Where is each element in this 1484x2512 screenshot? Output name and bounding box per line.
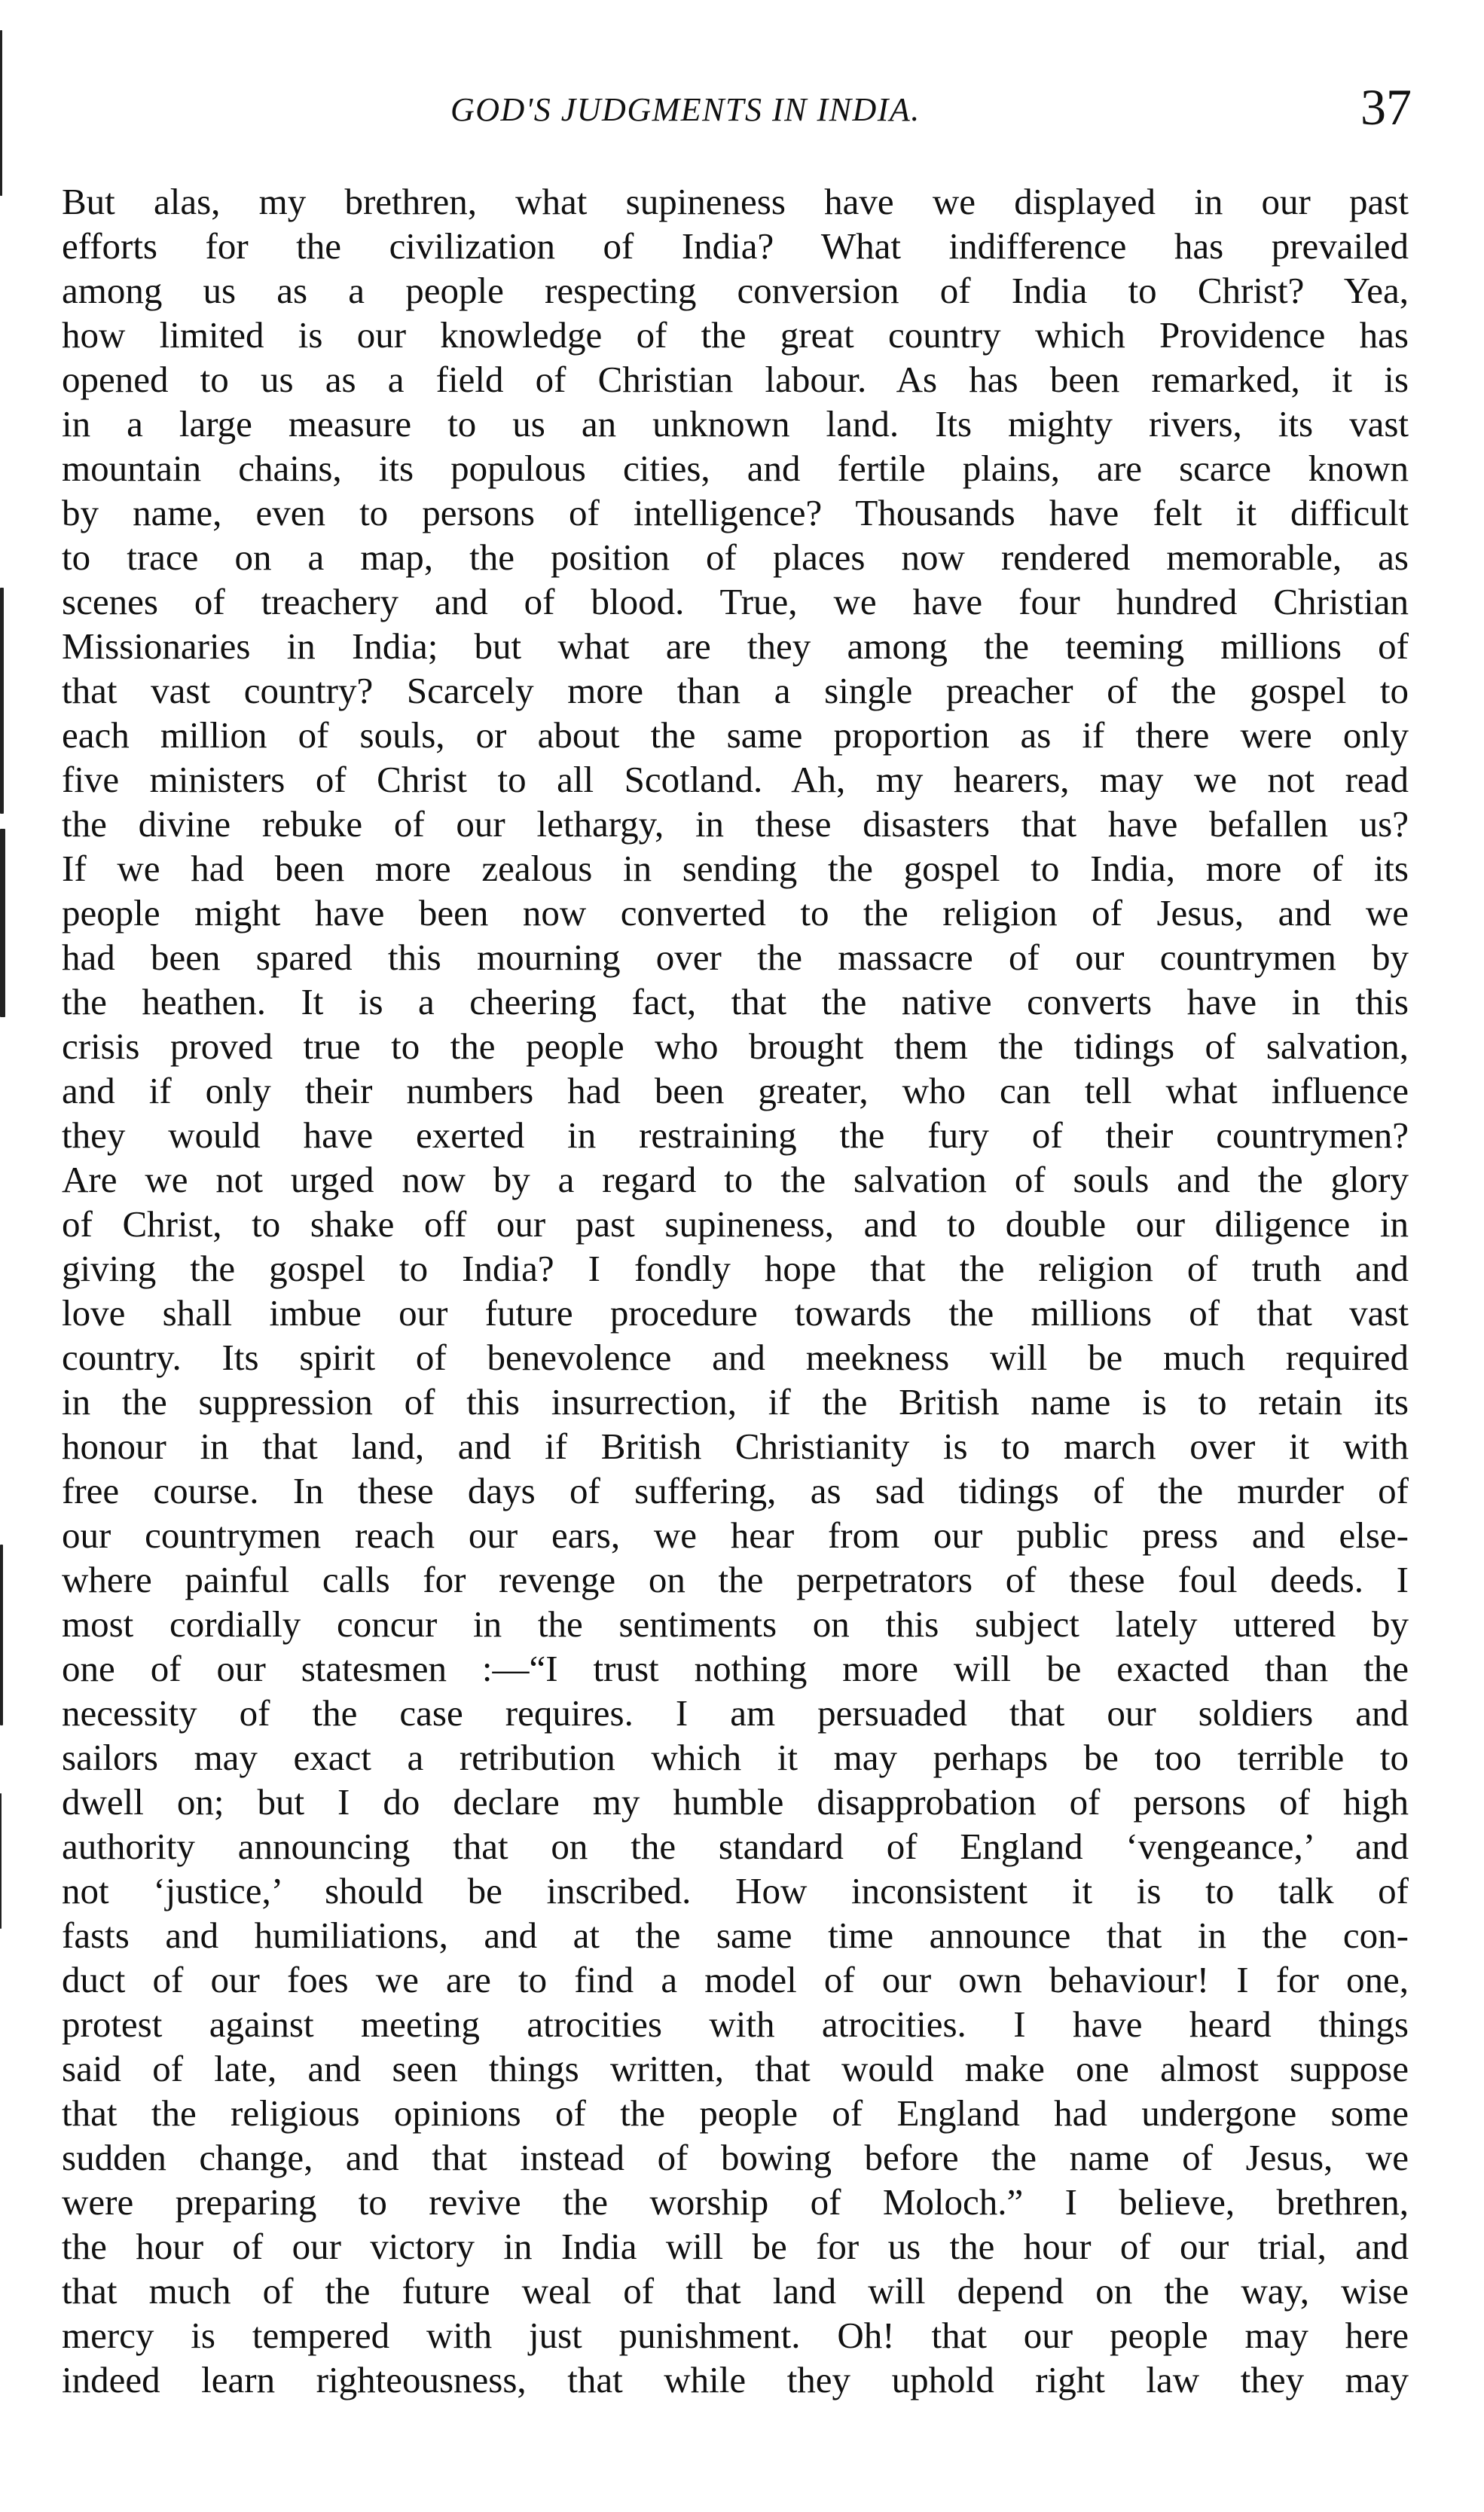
text-line: said of late, and seen things written, that would make one almost suppose <box>62 2048 1409 2089</box>
text-line: each million of souls, or about the same proportion as if there were only <box>62 714 1409 756</box>
text-line: mountain chains, its populous cities, and fertile plains, are scarce known <box>62 448 1409 489</box>
text-line: they would have exerted in restraining the fury of their countrymen? <box>62 1114 1409 1156</box>
text-line: that much of the future weal of that land will depend on the way, wise <box>62 2270 1409 2312</box>
text-line: If we had been more zealous in sending the gospel to India, more of its <box>62 848 1409 889</box>
binding-edge-mark <box>0 1545 3 1725</box>
text-line: people might have been now converted to the religion of Jesus, and we <box>62 892 1409 934</box>
text-line: dwell on; but I do declare my humble disapprobation of persons of high <box>62 1781 1409 1823</box>
text-line: necessity of the case requires. I am persuaded that our soldiers and <box>62 1692 1409 1734</box>
text-line: the divine rebuke of our lethargy, in these disasters that have befallen us? <box>62 803 1409 845</box>
text-line: where painful calls for revenge on the perpetrators of these foul deeds. I <box>62 1559 1409 1600</box>
text-line: Missionaries in India; but what are they among the teeming millions of <box>62 625 1409 667</box>
text-line: efforts for the civilization of India? What indifference has prevailed <box>62 225 1409 267</box>
text-line: fasts and humiliations, and at the same time announce that in the con- <box>62 1915 1409 1956</box>
text-line: in the suppression of this insurrection, if the British name is to retain its <box>62 1381 1409 1423</box>
binding-edge-mark <box>0 1793 2 1929</box>
text-line: sudden change, and that instead of bowing before the name of Jesus, we <box>62 2137 1409 2178</box>
text-line: that vast country? Scarcely more than a single preacher of the gospel to <box>62 670 1409 711</box>
text-line: indeed learn righteousness, that while they uphold right law they may <box>62 2359 1409 2400</box>
text-line: crisis proved true to the people who brought them the tidings of salvation, <box>62 1025 1409 1067</box>
text-line: duct of our foes we are to find a model of our own behaviour! I for one, <box>62 1959 1409 2000</box>
text-line: the hour of our victory in India will be for us the hour of our trial, and <box>62 2226 1409 2267</box>
text-line: of Christ, to shake off our past supineness, and to double our diligence in <box>62 1203 1409 1245</box>
text-line: five ministers of Christ to all Scotland. Ah, my hearers, may we not read <box>62 759 1409 800</box>
text-line: and if only their numbers had been greater, who can tell what influence <box>62 1070 1409 1111</box>
page-number: 37 <box>1360 78 1412 136</box>
binding-edge-mark <box>0 829 5 1017</box>
text-line: sailors may exact a retribution which it may perhaps be too terrible to <box>62 1737 1409 1778</box>
text-line: scenes of treachery and of blood. True, we have four hundred Christian <box>62 581 1409 622</box>
text-line: were preparing to revive the worship of Moloch.” I believe, brethren, <box>62 2181 1409 2223</box>
text-line: the heathen. It is a cheering fact, that the native converts have in this <box>62 981 1409 1022</box>
text-line: to trace on a map, the position of places now rendered memorable, as <box>62 536 1409 578</box>
text-line: country. Its spirit of benevolence and meekness will be much required <box>62 1337 1409 1378</box>
binding-edge-marks <box>0 0 14 2512</box>
text-line: our countrymen reach our ears, we hear from our public press and else- <box>62 1514 1409 1556</box>
text-line: one of our statesmen :—“I trust nothing more will be exacted than the <box>62 1648 1409 1689</box>
text-line: giving the gospel to India? I fondly hope that the religion of truth and <box>62 1248 1409 1289</box>
text-line: opened to us as a field of Christian labour. As has been remarked, it is <box>62 359 1409 400</box>
text-line: not ‘justice,’ should be inscribed. How inconsistent it is to talk of <box>62 1870 1409 1912</box>
text-line: by name, even to persons of intelligence? Thousands have felt it difficult <box>62 492 1409 533</box>
text-line: honour in that land, and if British Christianity is to march over it with <box>62 1426 1409 1467</box>
text-line: free course. In these days of suffering, as sad tidings of the murder of <box>62 1470 1409 1511</box>
running-head <box>0 78 1484 142</box>
text-line: Are we not urged now by a regard to the salvation of souls and the glory <box>62 1159 1409 1200</box>
text-line: among us as a people respecting conversion of India to Christ? Yea, <box>62 270 1409 311</box>
text-line: love shall imbue our future procedure towards the millions of that vast <box>62 1292 1409 1334</box>
text-line: But alas, my brethren, what supineness have we displayed in our past <box>62 181 1409 222</box>
text-line: in a large measure to us an unknown land. Its mighty rivers, its vast <box>62 403 1409 445</box>
body-text <box>62 179 1409 2402</box>
text-line: authority announcing that on the standard of England ‘vengeance,’ and <box>62 1826 1409 1867</box>
text-line: most cordially concur in the sentiments on this subject lately uttered by <box>62 1603 1409 1645</box>
text-line: protest against meeting atrocities with atrocities. I have heard things <box>62 2003 1409 2045</box>
text-line: how limited is our knowledge of the great country which Providence has <box>62 314 1409 356</box>
text-line: had been spared this mourning over the massacre of our countrymen by <box>62 937 1409 978</box>
binding-edge-mark <box>0 588 4 814</box>
text-line: mercy is tempered with just punishment. Oh! that our people may here <box>62 2315 1409 2356</box>
text-line: that the religious opinions of the people of England had undergone some <box>62 2092 1409 2134</box>
header-title: GOD'S JUDGMENTS IN INDIA. <box>450 91 921 128</box>
